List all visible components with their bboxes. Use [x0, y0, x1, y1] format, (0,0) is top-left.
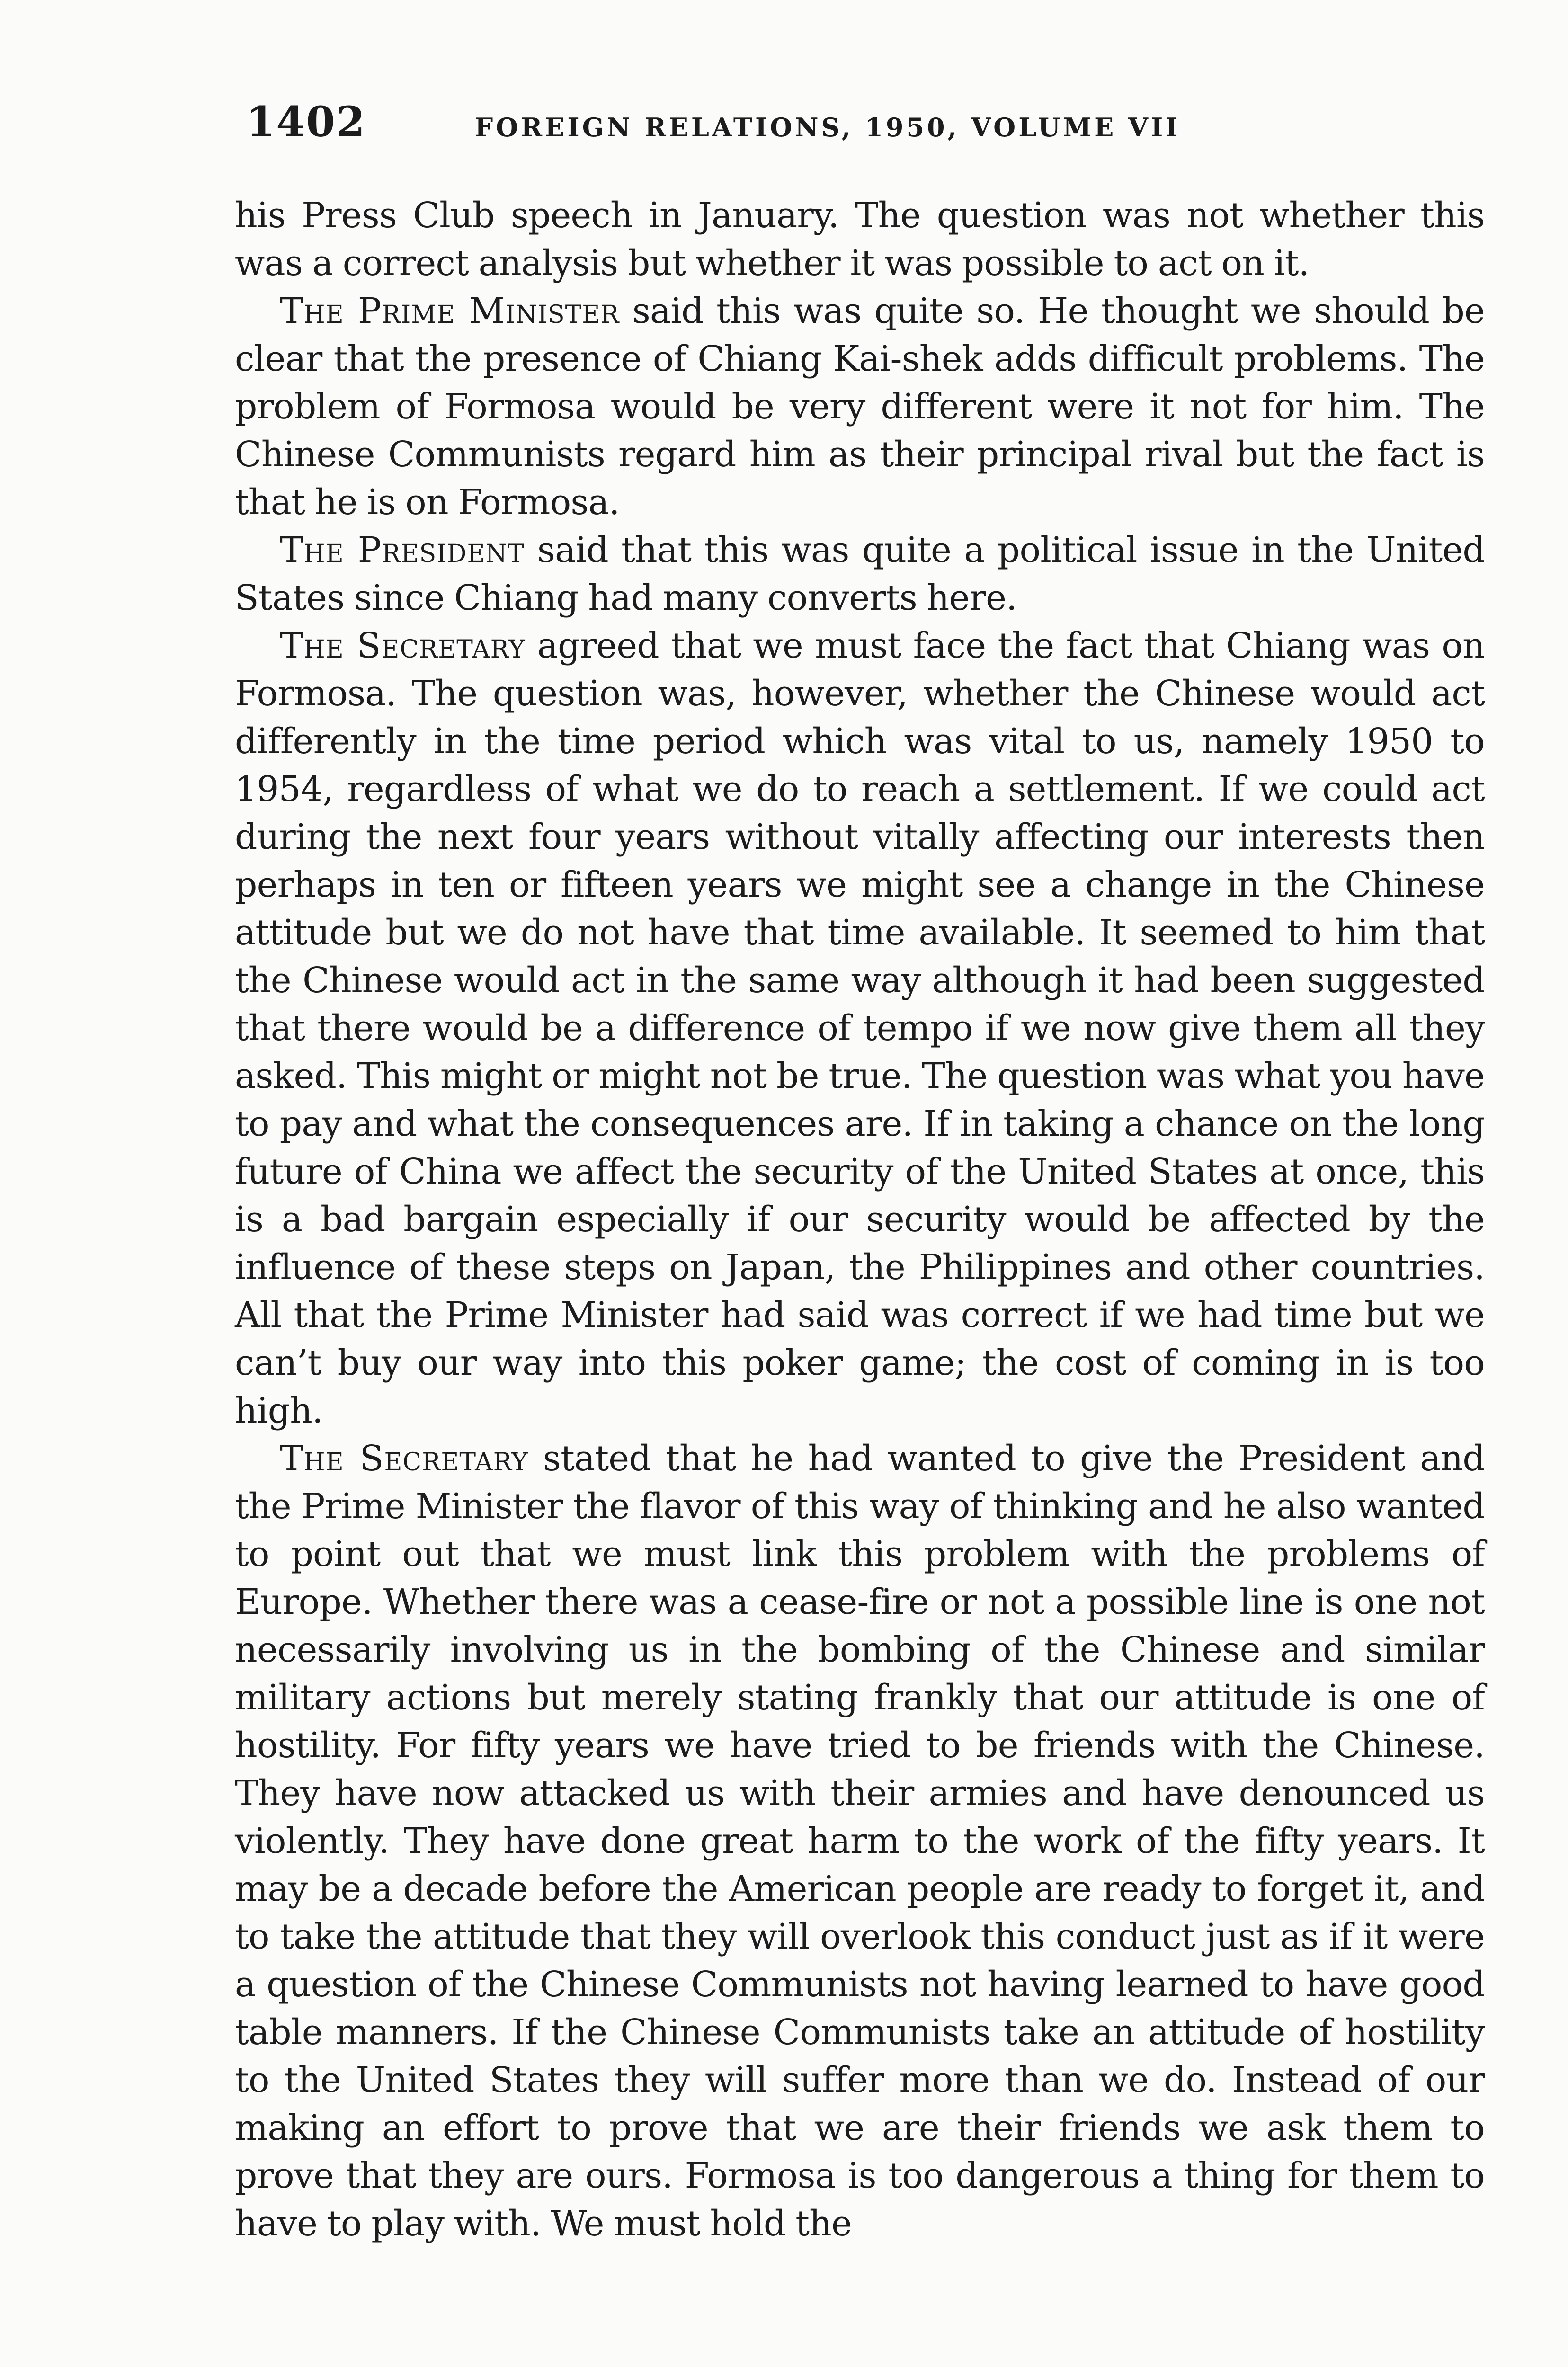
paragraph-4-text: agreed that we must face the fact that Chiang was on Formosa. The question was, however, whether the Chinese would act differently in the time period which was vital to us, namely 1950 to 1954, regardless of what we do to reach a settlement. If we could act during the next four years without vitally affecting our interests then perhaps in ten or fifteen years we might see a change in the Chinese attitude but we do not have that time available. It seemed to him that the Chinese would act in the same way although it had been suggested that there would be a difference of tempo if we now give them all they asked. This might or might not be true. The question was what you have to pay and what the consequences are. If in taking a chance on the long future of China we affect the security of the United States at once, this is a bad bargain especially if our security would be affected by the influence of these steps on Japan, the Philippines and other countries. All that the Prime Minister had said was correct if we had time but we can’t buy our way into this poker game; the cost of coming in is too high.	[235, 625, 1485, 1431]
paragraph-3	[235, 526, 1485, 622]
speaker-president: The President	[280, 530, 525, 570]
speaker-secretary-2: The Secretary	[280, 1438, 528, 1479]
speaker-secretary-1: The Secretary	[280, 625, 526, 666]
page-header	[246, 97, 1487, 163]
paragraph-3-text: said that this was quite a political issue in the United States since Chiang had many converts here.	[235, 530, 1485, 618]
paragraph-4	[235, 622, 1485, 1435]
paragraph-5-text: stated that he had wanted to give the President and the Prime Minister the flavor of this way of thinking and he also wanted to point out that we must link this problem with the problems of Europe. Whether there was a cease-fire or not a possible line is one not necessarily involving us in the bombing of the Chinese and similar military actions but merely stating frankly that our attitude is one of hostility. For fifty years we have tried to be friends with the Chinese. They have now attacked us with their armies and have denounced us violently. They have done great harm to the work of the fifty years. It may be a decade before the American people are ready to forget it, and to take the attitude that they will overlook this conduct just as if it were a question of the Chinese Communists not having learned to have good table manners. If the Chinese Communists take an attitude of hostility to the United States they will suffer more than we do. Instead of our making an effort to prove that we are their friends we ask them to prove that they are ours. Formosa is too dangerous a thing for them to have to play with. We must hold the	[235, 1438, 1485, 2244]
running-title: FOREIGN RELATIONS, 1950, VOLUME VII	[474, 112, 1181, 142]
paragraph-2	[235, 287, 1485, 526]
paragraph-2-text: said this was quite so. He thought we should be clear that the presence of Chiang Kai-shek adds difficult problems. The problem of Formosa would be very different were it not for him. The Chinese Communists regard him as their principal rival but the fact is that he is on Formosa.	[235, 291, 1485, 523]
speaker-prime-minister: The Prime Minister	[280, 291, 620, 331]
paragraph-5	[235, 1435, 1485, 2248]
page-number: 1402	[246, 97, 366, 146]
paragraph-1	[235, 192, 1485, 287]
body-text	[235, 192, 1485, 2265]
paragraph-1-text: his Press Club speech in January. The question was not whether this was a correct analysis but whether it was possible to act on it.	[235, 195, 1485, 284]
